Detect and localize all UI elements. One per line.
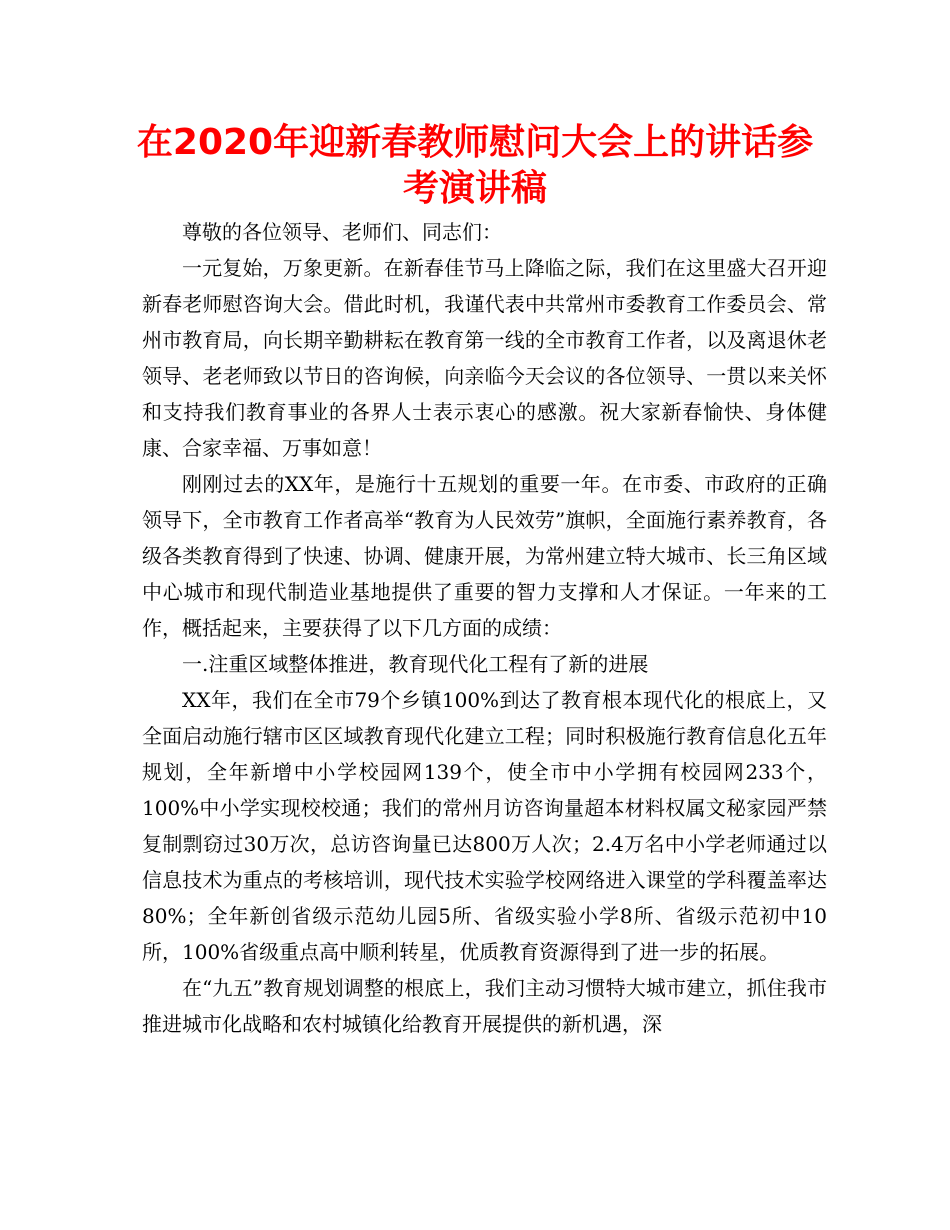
body-paragraph: 一元复始，万象更新。在新春佳节马上降临之际，我们在这里盛大召开迎新春老师慰咨询大会。借此时机，我谨代表中共常州市委教育工作委员会、常州市教育局，向长期辛勤耕耘在教育第一线的全市教育工作者，以及离退休老领导、老老师致以节日的咨询候，向亲临今天会议的各位领导、一贯以来关怀和支持我们教育事业的各界人士表示衷心的感激。祝大家新春愉快、身体健康、合家幸福、万事如意！ <box>142 256 827 460</box>
section-heading: 一.注重区域整体推进，教育现代化工程有了新的进展 <box>182 652 649 676</box>
document-title: 在2020年迎新春教师慰问大会上的讲话参考演讲稿 <box>136 122 814 209</box>
salutation-paragraph: 尊敬的各位领导、老师们、同志们： <box>182 220 502 244</box>
document-body <box>142 214 827 1042</box>
body-paragraph: 刚刚过去的XX年，是施行十五规划的重要一年。在市委、市政府的正确领导下，全市教育工作者高举“教育为人民效劳”旗帜，全面施行素养教育，各级各类教育得到了快速、协调、健康开展，为常州建立特大城市、长三角区域中心城市和现代制造业基地提供了重要的智力支撑和人才保证。一年来的工作，概括起来，主要获得了以下几方面的成绩： <box>142 472 827 640</box>
body-paragraph: 在“九五”教育规划调整的根底上，我们主动习惯特大城市建立，抓住我市推进城市化战略和农村城镇化给教育开展提供的新机遇，深 <box>142 976 827 1036</box>
body-paragraph: XX年，我们在全市79个乡镇100%到达了教育根本现代化的根底上，又全面启动施行辖市区区域教育现代化建立工程；同时积极施行教育信息化五年规划，全年新增中小学校园网139个，使全市中小学拥有校园网233个，100%中小学实现校校通；我们的常州月访咨询量超本材料权属文秘家园严禁复制剽窃过30万次，总访咨询量已达800万人次；2.4万名中小学老师通过以信息技术为重点的考核培训，现代技术实验学校网络进入课堂的学科覆盖率达80%；全年新创省级示范幼儿园5所、省级实验小学8所、省级示范初中10所，100%省级重点高中顺利转星，优质教育资源得到了进一步的拓展。 <box>142 688 827 964</box>
